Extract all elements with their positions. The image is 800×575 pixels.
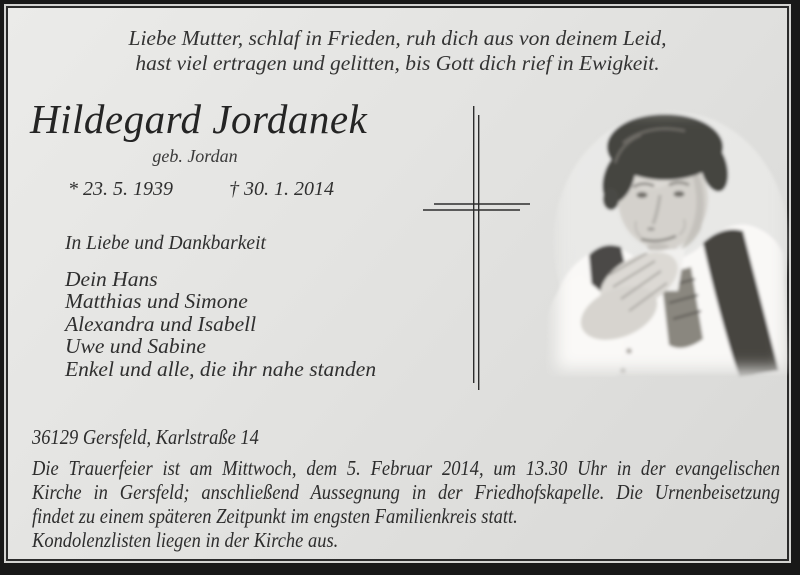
mourner-line: Matthias und Simone xyxy=(65,289,248,314)
epitaph-line: hast viel ertragen und gelitten, bis Gott dich rief in Ewigkeit. xyxy=(135,51,660,75)
mourner-line: Uwe und Sabine xyxy=(65,334,206,359)
death-date: † 30. 1. 2014 xyxy=(229,178,334,200)
funeral-notice-paragraph xyxy=(32,456,780,552)
funeral-notice-line: Kirche in Gersfeld; anschließend Aussegnung in der Friedhofskapelle. Die Urnenbeisetzung xyxy=(32,480,780,504)
life-dates xyxy=(68,178,334,201)
mourners-list xyxy=(65,268,376,380)
mourner-line: Alexandra und Isabell xyxy=(65,311,257,336)
obituary-card xyxy=(6,6,789,561)
memorial-cross-icon xyxy=(418,102,543,397)
maiden-name: geb. Jordan xyxy=(152,146,238,166)
birth-date: * 23. 5. 1939 xyxy=(68,178,173,200)
epitaph xyxy=(8,26,787,76)
funeral-notice-line: findet zu einem späteren Zeitpunkt im engsten Familienkreis statt. xyxy=(32,504,518,528)
address-line: 36129 Gersfeld, Karlstraße 14 xyxy=(32,425,259,449)
funeral-notice xyxy=(32,425,780,552)
mourner-line: Dein Hans xyxy=(65,267,158,291)
epitaph-line: Liebe Mutter, schlaf in Frieden, ruh dich aus von deinem Leid, xyxy=(128,26,667,50)
mourner-line: Enkel und alle, die ihr nahe standen xyxy=(65,356,377,381)
funeral-notice-line: Die Trauerfeier ist am Mittwoch, dem 5. Februar 2014, um 13.30 Uhr in der evangelischen xyxy=(32,456,780,480)
deceased-name: Hildegard Jordanek xyxy=(30,96,368,142)
tribute-line: In Liebe und Dankbarkeit xyxy=(65,233,266,254)
funeral-notice-line: Kondolenzlisten liegen in der Kirche aus. xyxy=(32,528,339,552)
portrait-photo xyxy=(545,103,793,385)
